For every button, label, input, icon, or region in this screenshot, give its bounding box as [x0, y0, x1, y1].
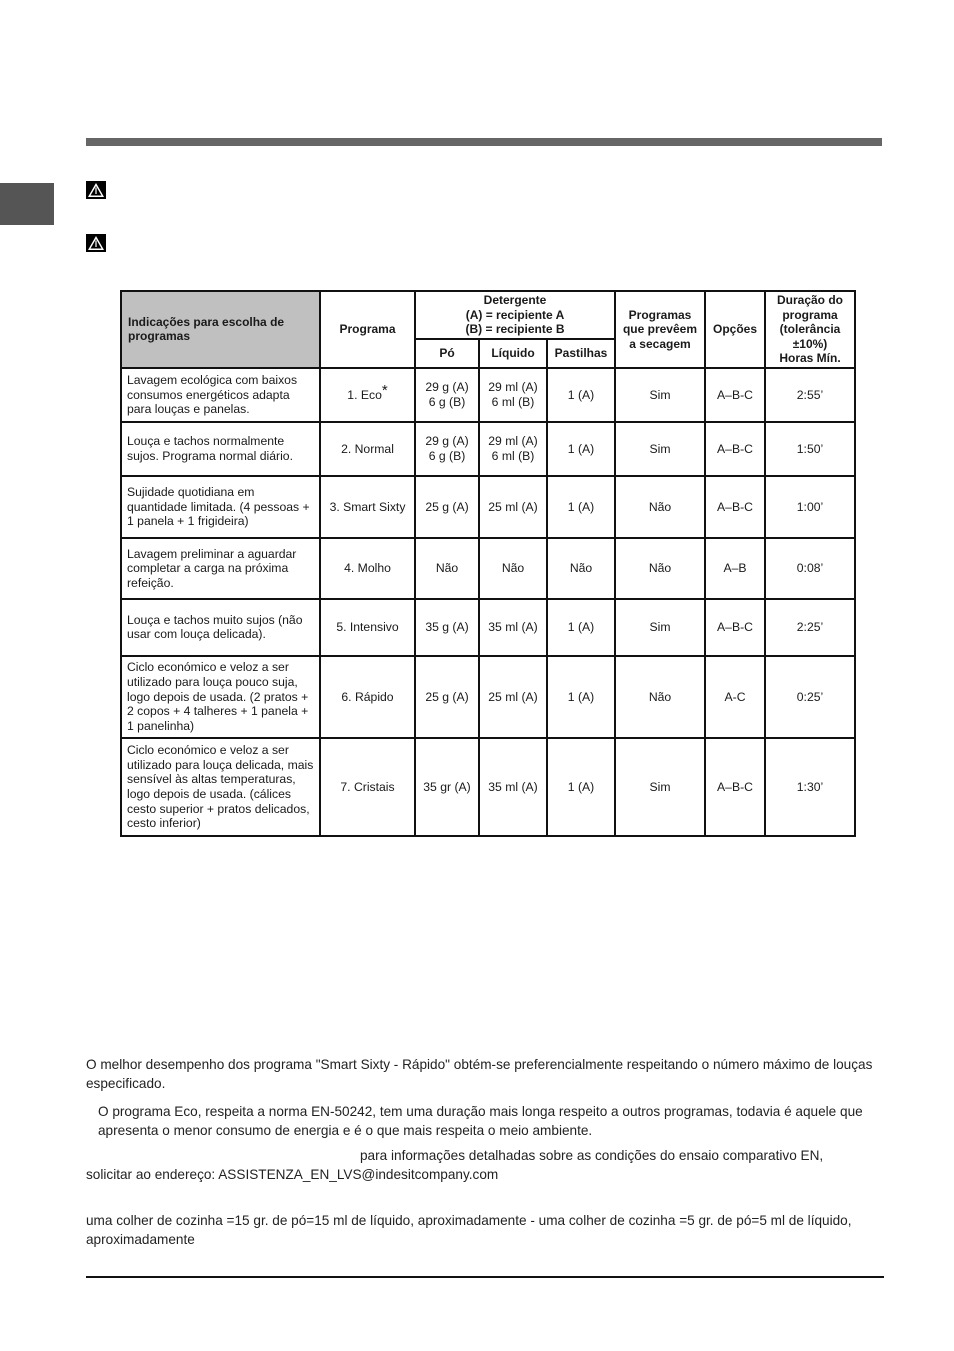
duration-value: 0:25’: [765, 656, 855, 738]
powder-dose: 29 g (A) 6 g (B): [415, 368, 479, 422]
drying-value: Sim: [615, 738, 705, 836]
duration-value: 2:55’: [765, 368, 855, 422]
powder-dose: 35 g (A): [415, 599, 479, 656]
options-value: A–B-C: [705, 738, 765, 836]
header-duration: Duração do programa (tolerância ±10%) Horas Mín.: [765, 291, 855, 368]
program-name: 2. Normal: [320, 422, 415, 476]
options-value: A–B: [705, 538, 765, 599]
drying-value: Não: [615, 476, 705, 538]
program-description: Ciclo económico e veloz a ser utilizado para louça pouco suja, logo depois de usada. (2 pratos + 2 copos + 4 talheres + 1 panela + 1 panelinha): [121, 656, 320, 738]
drying-value: Não: [615, 656, 705, 738]
program-description: Louça e tachos muito sujos (não usar com louça delicada).: [121, 599, 320, 656]
program-description: Sujidade quotidiana em quantidade limitada. (4 pessoas + 1 panela + 1 frigideira): [121, 476, 320, 538]
program-name: 1. Eco*: [320, 368, 415, 422]
table-row: [121, 368, 855, 422]
note-test: para informações detalhadas sobre as condições do ensaio comparativo EN, solicitar ao endereço: ASSISTENZA_EN_LVS@indesitcompany.com: [86, 1148, 824, 1182]
programs-table: [120, 290, 856, 837]
liquid-dose: 35 ml (A): [479, 599, 547, 656]
options-value: A–B-C: [705, 368, 765, 422]
drying-value: Sim: [615, 599, 705, 656]
options-value: A–B-C: [705, 599, 765, 656]
drying-value: Sim: [615, 368, 705, 422]
tablets-dose: 1 (A): [547, 476, 615, 538]
note-dosage: uma colher de cozinha =15 gr. de pó=15 ml de líquido, aproximadamente - uma colher de cozinha =5 gr. de pó=5 ml de líquido, aproximadamente: [86, 1213, 852, 1247]
header-powder: Pó: [415, 339, 479, 368]
table-row: [121, 738, 855, 836]
header-tablets: Pastilhas: [547, 339, 615, 368]
header-drying: Programas que prevêem a secagem: [615, 291, 705, 368]
table-row: [121, 599, 855, 656]
table-row: [121, 476, 855, 538]
table-row: [121, 538, 855, 599]
bottom-rule: [86, 1276, 884, 1278]
options-value: A-C: [705, 656, 765, 738]
drying-value: Não: [615, 538, 705, 599]
table-row: [121, 656, 855, 738]
powder-dose: 29 g (A) 6 g (B): [415, 422, 479, 476]
header-program: Programa: [320, 291, 415, 368]
powder-dose: 25 g (A): [415, 476, 479, 538]
program-description: Lavagem ecológica com baixos consumos energéticos adapta para louças e panelas.: [121, 368, 320, 422]
note-eco: O programa Eco, respeita a norma EN-50242, tem uma duração mais longa respeito a outros programas, todavia é aquele que apresenta o menor consumo de energia e é o que mais respeita o meio ambiente.: [98, 1104, 863, 1138]
table-row: [121, 422, 855, 476]
program-description: Lavagem preliminar a aguardar completar a carga na próxima refeição.: [121, 538, 320, 599]
liquid-dose: 35 ml (A): [479, 738, 547, 836]
header-liquid: Líquido: [479, 339, 547, 368]
liquid-dose: 25 ml (A): [479, 656, 547, 738]
powder-dose: 25 g (A): [415, 656, 479, 738]
tablets-dose: Não: [547, 538, 615, 599]
program-description: Ciclo económico e veloz a ser utilizado para louça delicada, mais sensível às altas temperaturas, logo depois de usada. (cálices cesto superior + pratos delicados, cesto inferior): [121, 738, 320, 836]
program-name: 4. Molho: [320, 538, 415, 599]
duration-value: 1:00’: [765, 476, 855, 538]
header-row: [121, 291, 855, 339]
program-name: 3. Smart Sixty: [320, 476, 415, 538]
liquid-dose: 29 ml (A) 6 ml (B): [479, 422, 547, 476]
language-tab: [0, 183, 54, 225]
warning-triangle-icon: [86, 181, 106, 199]
tablets-dose: 1 (A): [547, 599, 615, 656]
note-smart-sixty: O melhor desempenho dos programa "Smart Sixty - Rápido" obtém-se preferencialmente respeitando o número máximo de louças especificado.: [86, 1057, 873, 1091]
tablets-dose: 1 (A): [547, 738, 615, 836]
liquid-dose: 25 ml (A): [479, 476, 547, 538]
powder-dose: Não: [415, 538, 479, 599]
header-options: Opções: [705, 291, 765, 368]
header-indications: Indicações para escolha de programas: [121, 291, 320, 368]
program-name: 6. Rápido: [320, 656, 415, 738]
tablets-dose: 1 (A): [547, 422, 615, 476]
duration-value: 0:08’: [765, 538, 855, 599]
duration-value: 1:30’: [765, 738, 855, 836]
tablets-dose: 1 (A): [547, 368, 615, 422]
duration-value: 2:25’: [765, 599, 855, 656]
program-name: 7. Cristais: [320, 738, 415, 836]
warning-triangle-icon: [86, 234, 106, 252]
liquid-dose: 29 ml (A) 6 ml (B): [479, 368, 547, 422]
asterisk-mark: *: [381, 381, 388, 399]
drying-value: Sim: [615, 422, 705, 476]
top-rule: [86, 138, 882, 146]
header-detergent: Detergente (A) = recipiente A (B) = recipiente B: [415, 291, 615, 339]
tablets-dose: 1 (A): [547, 656, 615, 738]
powder-dose: 35 gr (A): [415, 738, 479, 836]
options-value: A–B-C: [705, 476, 765, 538]
duration-value: 1:50’: [765, 422, 855, 476]
liquid-dose: Não: [479, 538, 547, 599]
program-name: 5. Intensivo: [320, 599, 415, 656]
options-value: A–B-C: [705, 422, 765, 476]
program-description: Louça e tachos normalmente sujos. Programa normal diário.: [121, 422, 320, 476]
